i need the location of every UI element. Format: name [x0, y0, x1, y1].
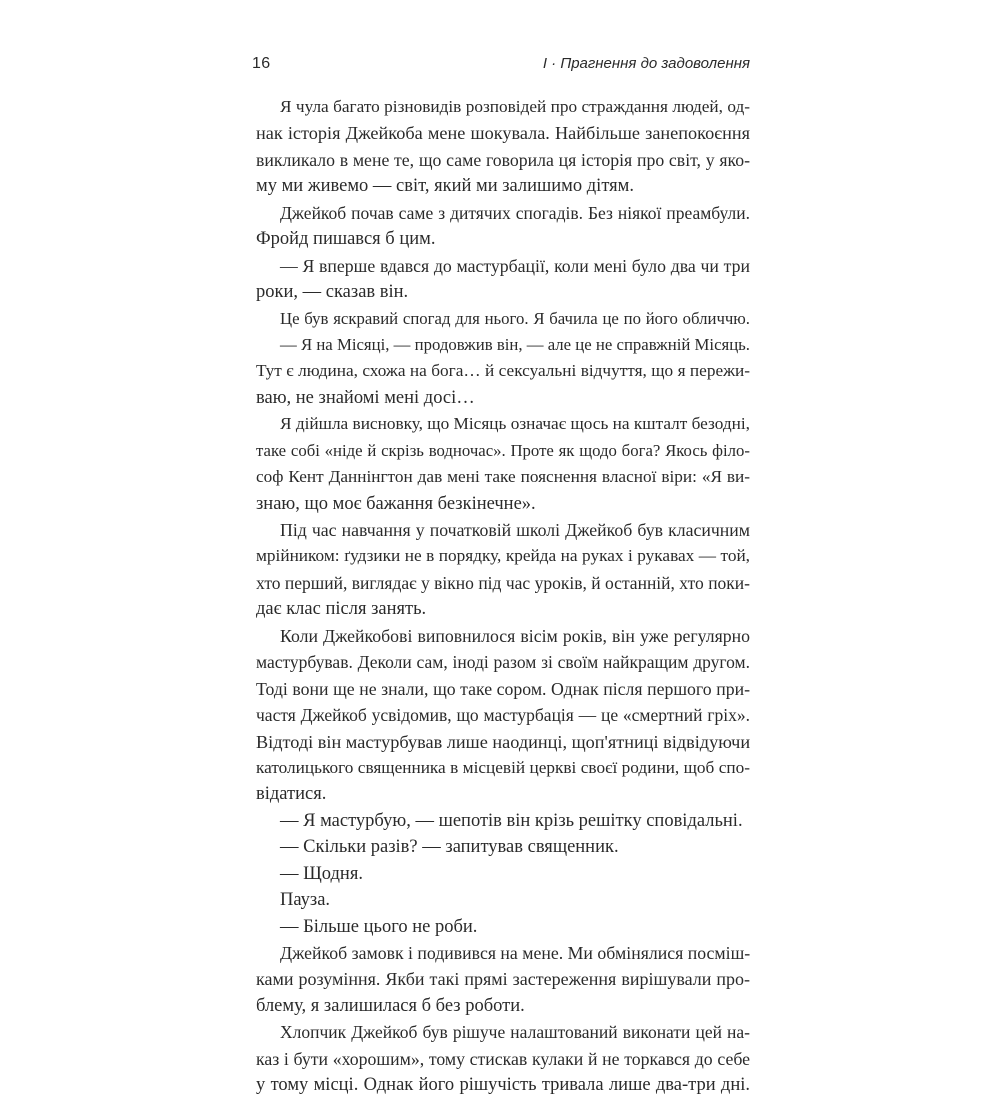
text-line: католицького священника в місцевій церкві своєї родини, щоб спо-	[256, 757, 750, 777]
text-line: — Я вперше вдався до мастурбації, коли мені було два чи три	[280, 255, 750, 276]
running-head	[252, 55, 750, 79]
text-line: Пауза.	[280, 890, 331, 911]
text-line: — Я мастурбую, — шепотів він крізь решітку сповідальні.	[280, 810, 743, 831]
text-line: — Скільки разів? — запитував священник.	[280, 837, 619, 858]
text-line: Це був яскравий спогад для нього. Я бачила це по його обличчю.	[280, 308, 750, 328]
text-line: Тоді вони ще не знали, що таке сором. Однак після першого при-	[256, 678, 750, 699]
text-line: ками розуміння. Якби такі прямі застереження вирішували про-	[256, 969, 750, 990]
chapter-title: І · Прагнення до задоволення	[542, 55, 750, 72]
text-line: Джейкоб замовк і подивився на мене. Ми обмінялися посміш-	[280, 943, 751, 963]
text-line: Фройд пишався б цим.	[256, 229, 436, 250]
text-line: таке собі «ніде й скрізь водночас». Проте як щодо бога? Якось філо-	[256, 440, 750, 460]
text-line: Коли Джейкобові виповнилося вісім років, він уже регулярно	[280, 625, 750, 646]
text-line: му ми живемо — світ, який ми залишимо дітям.	[256, 176, 635, 197]
text-line: блему, я залишилася б без роботи.	[256, 995, 525, 1016]
body-text	[256, 94, 750, 1099]
text-line: знаю, що моє бажання безкінечне».	[256, 493, 536, 514]
text-line: Під час навчання у початковій школі Джейкоб був класичним	[280, 520, 750, 540]
text-line: Відтоді він мастурбував лише наодинці, щоп'ятниці відвідуючи	[256, 731, 751, 752]
text-line: нак історія Джейкоба мене шокувала. Найбільше занепокоєння	[256, 123, 750, 144]
text-line: дає клас після занять.	[256, 599, 427, 620]
text-line: мастурбував. Деколи сам, іноді разом зі своїм найкращим другом.	[256, 652, 750, 673]
text-line: — Щодня.	[280, 863, 363, 884]
text-line: ваю, не знайомі мені досі…	[256, 387, 475, 408]
text-line: Джейкоб почав саме з дитячих спогадів. Без ніякої преамбули.	[280, 202, 750, 223]
text-line: Тут є людина, схожа на бога… й сексуальні відчуття, що я пережи-	[256, 361, 750, 381]
text-line: — Я на Місяці, — продовжив він, — але це не справжній Місяць.	[280, 334, 750, 354]
text-line: у тому місці. Однак його рішучість тривала лише два-три дні.	[256, 1075, 750, 1096]
page-number: 16	[252, 55, 271, 72]
text-line: Я дійшла висновку, що Місяць означає щось на кшталт безодні,	[280, 414, 750, 434]
text-line: частя Джейкоб усвідомив, що мастурбація — це «смертний гріх».	[256, 705, 750, 726]
text-line: каз і бути «хорошим», тому стискав кулаки й не торкався до себе	[256, 1048, 750, 1069]
text-line: Я чула багато різновидів розповідей про страждання людей, од-	[280, 97, 750, 116]
text-line: Хлопчик Джейкоб був рішуче налаштований виконати цей на-	[280, 1022, 750, 1043]
text-line: викликало в мене те, що саме говорила ця історія про світ, у яко-	[256, 149, 750, 170]
text-line: хто перший, виглядає у вікно під час уроків, й останній, хто поки-	[256, 572, 750, 593]
text-line: мрійником: ґудзики не в порядку, крейда на руках і рукавах — той,	[256, 546, 750, 566]
text-line: роки, — сказав він.	[256, 282, 409, 303]
text-line: відатися.	[256, 784, 327, 805]
text-line: — Більше цього не роби.	[280, 916, 478, 937]
text-line: соф Кент Даннінгтон дав мені таке пояснення власної віри: «Я ви-	[256, 467, 750, 487]
